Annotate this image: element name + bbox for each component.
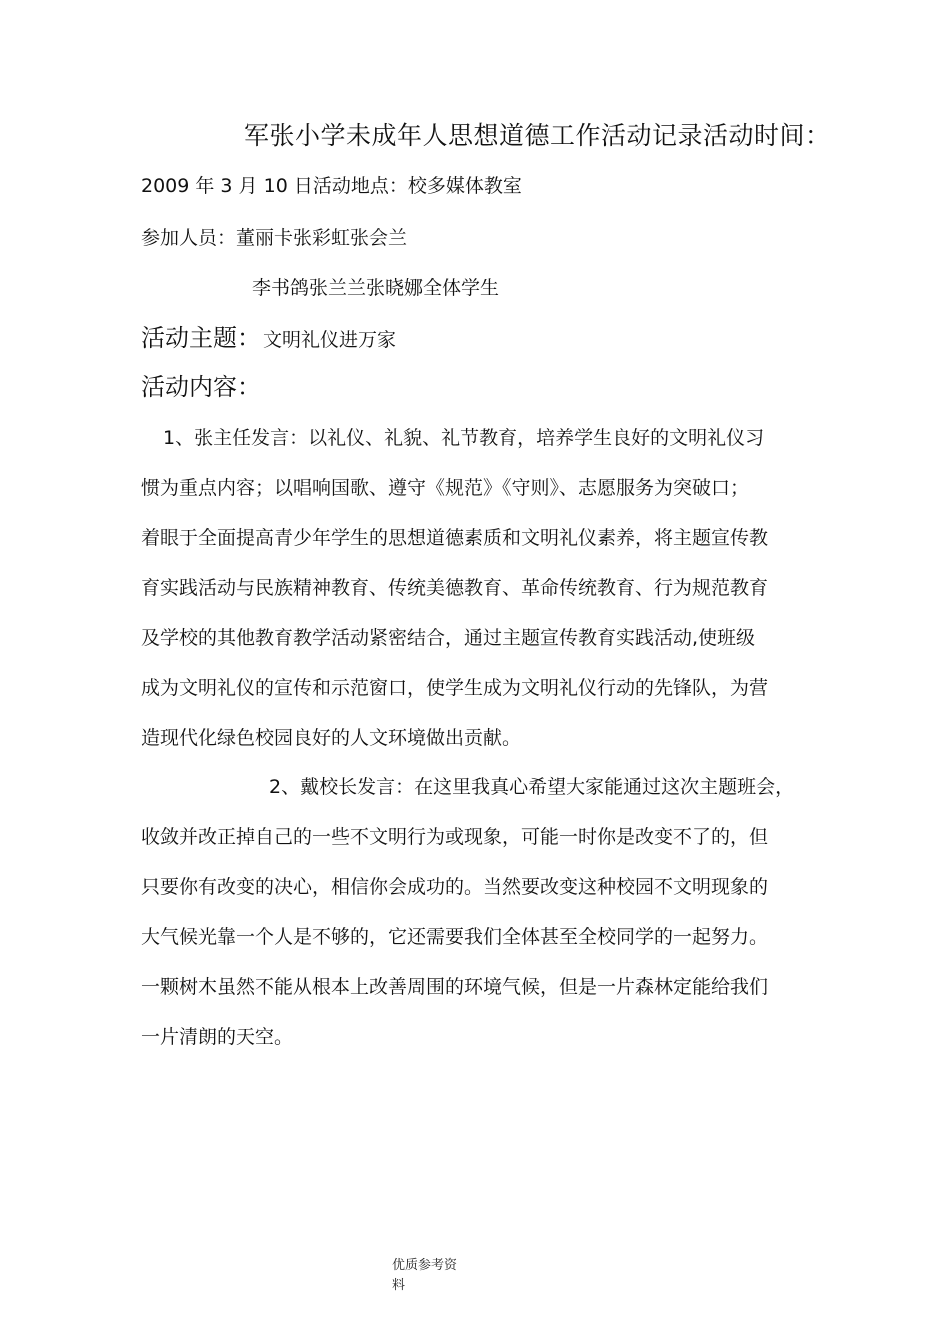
participants-line-2: 李书鸽张兰兰张晓娜全体学生	[252, 277, 500, 299]
paragraph-principal-speech	[141, 762, 821, 1062]
paragraph-line: 2、戴校长发言：在这里我真心希望大家能通过这次主题班会，	[269, 776, 795, 798]
paragraph-line: 惯为重点内容；以唱响国歌、遵守《规范》《守则》、志愿服务为突破口；	[141, 477, 750, 499]
paragraph-line: 造现代化绿色校园良好的人文环境做出贡献。	[141, 727, 522, 749]
paragraph-line: 成为文明礼仪的宣传和示范窗口，使学生成为文明礼仪行动的先锋队，为营	[141, 677, 769, 699]
date-location-line: 2009 年 3 月 10 日活动地点：校多媒体教室	[141, 175, 522, 197]
page-footer	[392, 1256, 457, 1296]
paragraph-line: 只要你有改变的决心，相信你会成功的。当然要改变这种校园不文明现象的	[141, 876, 769, 898]
paragraph-line: 一颗树木虽然不能从根本上改善周围的环境气候，但是一片森林定能给我们	[141, 976, 769, 998]
paragraph-line: 着眼于全面提高青少年学生的思想道德素质和文明礼仪素养，将主题宣传教	[141, 527, 769, 549]
footer-line-1: 优质参考资	[392, 1258, 458, 1273]
paragraph-line: 及学校的其他教育教学活动紧密结合，通过主题宣传教育实践活动,使班级	[141, 627, 756, 649]
participants-line-1: 参加人员：董丽卡张彩虹张会兰	[141, 227, 408, 249]
theme-value: 文明礼仪进万家	[263, 329, 397, 351]
content-heading	[141, 370, 261, 404]
theme-heading	[141, 321, 396, 357]
paragraph-line: 育实践活动与民族精神教育、传统美德教育、革命传统教育、行为规范教育	[141, 577, 769, 599]
paragraph-line: 大气候光靠一个人是不够的，它还需要我们全体甚至全校同学的一起努力。	[141, 926, 769, 948]
paragraph-line: 收敛并改正掉自己的一些不文明行为或现象，可能一时你是改变不了的，但	[141, 826, 769, 848]
content-label: 活动内容：	[141, 373, 261, 401]
paragraph-line: 1、张主任发言：以礼仪、礼貌、礼节教育，培养学生良好的文明礼仪习	[163, 427, 765, 449]
paragraph-director-speech	[141, 413, 821, 763]
footer-line-2: 料	[392, 1278, 406, 1293]
document-title: 军张小学未成年人思想道德工作活动记录活动时间：	[244, 121, 831, 150]
theme-label: 活动主题：	[141, 324, 261, 352]
paragraph-line: 一片清朗的天空。	[141, 1026, 294, 1048]
